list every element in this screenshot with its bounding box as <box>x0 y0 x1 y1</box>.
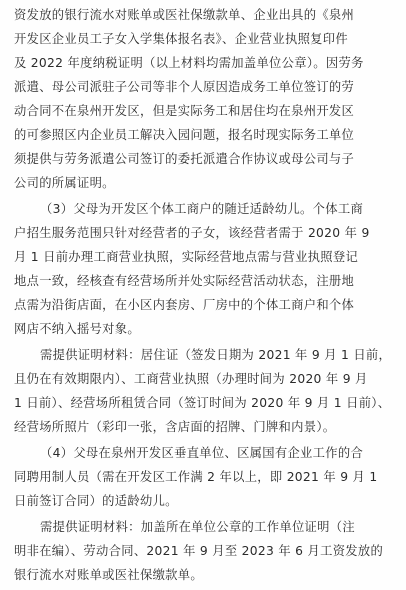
text-line-14: 网店不纳入摇号对象。 <box>14 322 140 336</box>
text-line-15: 需提供证明材料：居住证（签发日期为 2021 年 9 月 1 日前， <box>40 348 392 362</box>
text-line-4: 派遣、母公司派驻子公司等非个人原因造成务工单位签订的劳 <box>14 80 355 94</box>
text-line-17: 1 日前）、经营场所租赁合同（签订时间为 2020 年 9 月 1 日前）、 <box>14 396 391 410</box>
text-line-11: 月 1 日前办理工商营业执照，实际经营地点需与营业执照登记 <box>14 250 359 264</box>
text-line-10: 户招生服务范围只针对经营者的子女，该经营者需于 2020 年 9 <box>14 226 370 240</box>
text-line-19: （4）父母在泉州开发区垂直单位、区属国有企业工作的合 <box>40 446 364 460</box>
text-line-22: 需提供证明材料：加盖所在单位公章的工作单位证明（注 <box>40 520 355 534</box>
text-line-20: 同聘用制人员（需在开发区工作满 2 年以上，即 2021 年 9 月 1 <box>14 470 378 484</box>
text-line-23: 明非在编）、劳动合同、2021 年 9 月至 2023 年 6 月工资发放的 <box>14 544 384 558</box>
text-line-8: 公司的所属证明。 <box>14 176 115 190</box>
text-line-6: 的可参照区内企业员工解决入园问题，报名时现实际务工单位 <box>14 128 355 142</box>
text-line-24: 银行流水对账单或医社保缴款单。 <box>14 568 203 582</box>
text-line-2: 开发区企业员工子女入学集体报名表》、企业营业执照复印件 <box>14 32 348 46</box>
text-line-21: 日前签订合同）的适龄幼儿。 <box>14 494 178 508</box>
text-line-3: 及 2022 年度纳税证明（以上材料均需加盖单位公章）。因劳务 <box>14 56 364 70</box>
text-line-9: （3）父母为开发区个体工商户的随迁适龄幼儿。个体工商 <box>40 202 364 216</box>
text-line-18: 经营场所照片（彩印一张，含店面的招牌、门牌和内景）。 <box>14 420 336 434</box>
text-line-13: 点需为沿街店面，在小区内套房、厂房中的个体工商户和个体 <box>14 298 355 312</box>
text-line-12: 地点一致，经核查有经营场所并处实际经营活动状态，注册地 <box>14 274 355 288</box>
text-line-5: 动合同不在泉州开发区，但是实际务工和居住均在泉州开发区 <box>14 104 355 118</box>
text-line-7: 须提供与劳务派遣公司签订的委托派遣合作协议或母公司与子 <box>14 152 355 166</box>
text-line-1: 资发放的银行流水对账单或医社保缴款单、企业出具的《泉州 <box>14 8 355 22</box>
text-line-16: 且仍在有效期限内）、工商营业执照（办理时间为 2020 年 9 月 <box>14 372 368 386</box>
